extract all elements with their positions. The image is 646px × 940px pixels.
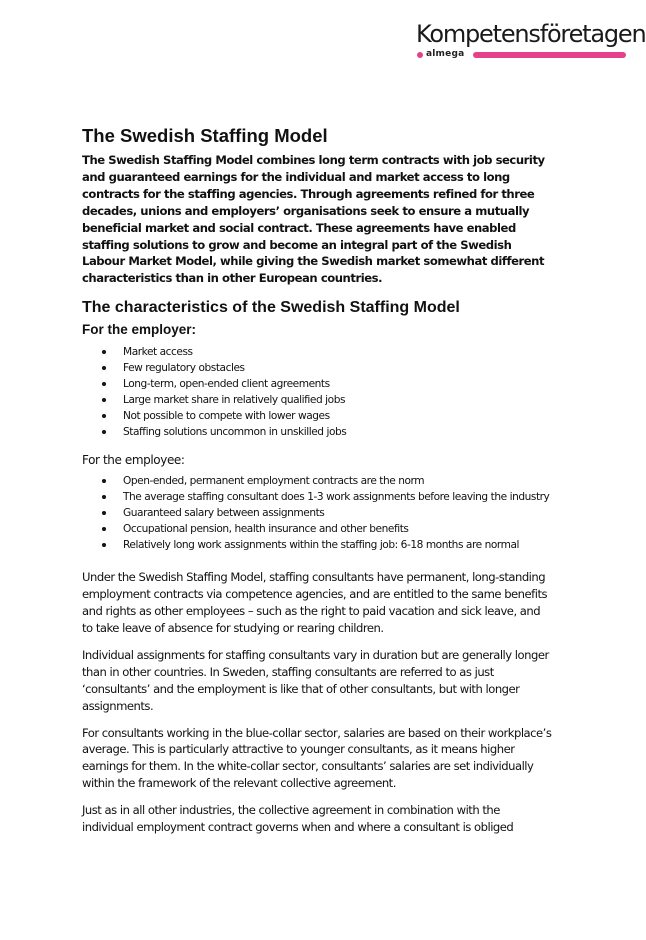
body-paragraph: Under the Swedish Staffing Model, staffing consultants have permanent, long-standing employment contracts via competence agencies, and are entitled to the same benefits and rights as other employees – such as the right to paid vacation and sick leave, and to take leave of absence for studying or rearing children.: [82, 570, 548, 635]
list-item: Open-ended, permanent employment contracts are the norm: [82, 473, 552, 489]
logo-dot-icon: [417, 52, 423, 58]
list-item: Long-term, open-ended client agreements: [82, 376, 552, 392]
document-body: [82, 124, 552, 836]
logo-wordmark: Kompetensföretagen: [416, 20, 646, 48]
bullet-icon: [102, 430, 106, 434]
bullet-icon: [102, 479, 106, 483]
body-paragraph: Individual assignments for staffing consultants vary in duration but are generally longer than in other countries. In Sweden, staffing consultants are referred to as just ‘consultants’ and the employment is like that of other consultants, but with longer assignments.: [82, 647, 549, 713]
bullet-icon: [102, 414, 106, 418]
list-item: Large market share in relatively qualified jobs: [82, 392, 552, 408]
list-item: Guaranteed salary between assignments: [82, 505, 552, 521]
body-paragraph: Just as in all other industries, the collective agreement in combination with the individual employment contract governs when and where a consultant is obliged: [82, 803, 514, 835]
section-heading: The characteristics of the Swedish Staffing Model: [82, 299, 460, 317]
logo-subbrand: almega: [426, 49, 465, 59]
bullet-icon: [102, 495, 106, 499]
bullet-icon: [102, 527, 106, 531]
list-item: Relatively long work assignments within the staffing job: 6-18 months are normal: [82, 537, 552, 553]
bullet-icon: [102, 366, 106, 370]
bullet-icon: [102, 511, 106, 515]
logo-accent-bar: [473, 52, 626, 58]
list-item: Staffing solutions uncommon in unskilled jobs: [82, 424, 552, 440]
bullet-icon: [102, 398, 106, 402]
employee-list: [82, 473, 552, 553]
employer-list: [82, 344, 552, 440]
bullet-icon: [102, 543, 106, 547]
kompetensforetagen-logo: [416, 20, 646, 60]
list-item: Occupational pension, health insurance and other benefits: [82, 521, 552, 537]
body-paragraph: For consultants working in the blue-collar sector, salaries are based on their workplace’s average. This is particularly attractive to younger consultants, as it means higher earnings for them. In the white-collar sector, consultants’ salaries are set individually within the framework of the relevant collective agreement.: [82, 725, 552, 791]
list-item: The average staffing consultant does 1-3 work assignments before leaving the industry: [82, 489, 552, 505]
bullet-icon: [102, 350, 106, 354]
list-item: Market access: [82, 344, 552, 360]
logo-underline: [416, 50, 628, 60]
employee-heading: For the employee:: [82, 453, 185, 468]
bullet-icon: [102, 382, 106, 386]
list-item: Not possible to compete with lower wages: [82, 408, 552, 424]
lead-paragraph: The Swedish Staffing Model combines long term contracts with job security and guaranteed earnings for the individual and market access to long contracts for the staffing agencies. Through agreements refined for three decades, unions and employers’ organisations seek to ensure a mutually beneficial market and social contract. These agreements have enabled staffing solutions to grow and become an integral part of the Swedish Labour Market Model, while giving the Swedish market somewhat different characteristics than in other European countries.: [82, 153, 545, 286]
list-item: Few regulatory obstacles: [82, 360, 552, 376]
employer-heading: For the employer:: [82, 322, 197, 338]
document-title: The Swedish Staffing Model: [82, 125, 328, 146]
